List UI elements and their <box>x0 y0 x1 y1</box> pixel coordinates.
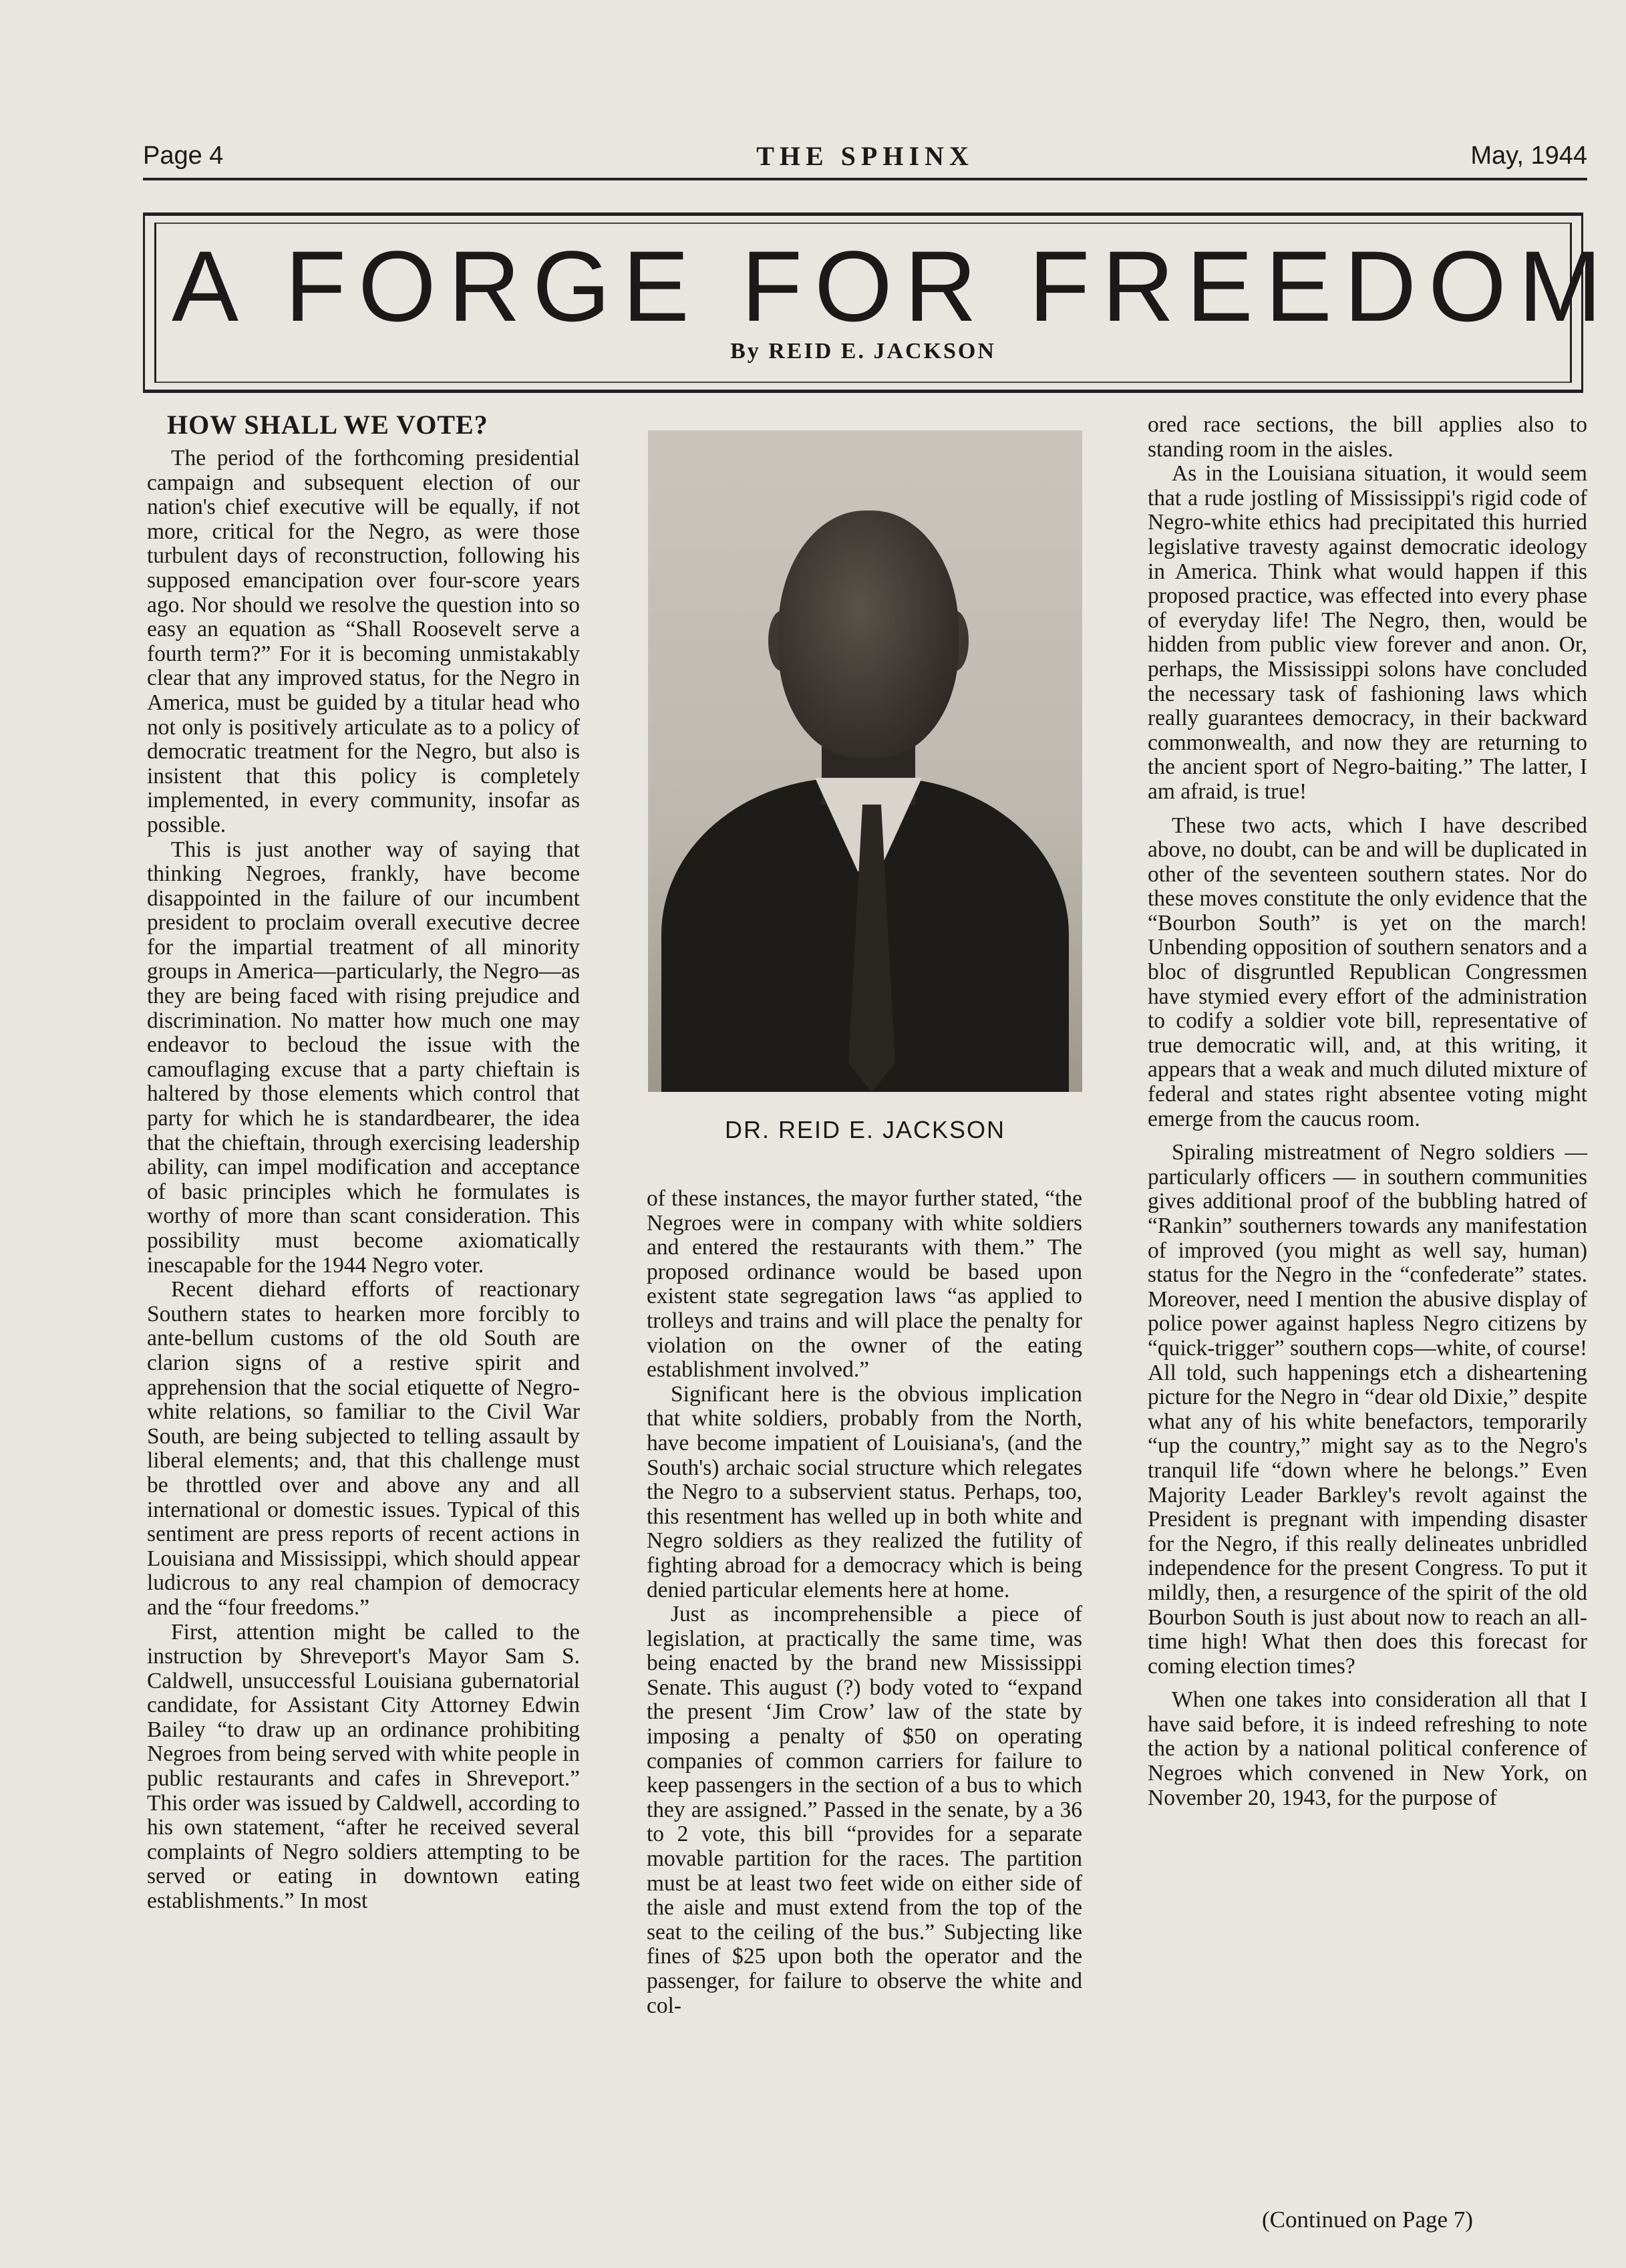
header-rule <box>143 178 1587 180</box>
author-portrait <box>648 430 1082 1092</box>
title-box <box>143 212 1614 393</box>
paragraph: This is just another way of saying that thinking Negroes, frankly, have become disappointed in the failure of our incumbent president to proclaim overall executive decree for the impartial treatment of all minority groups in America—particularly, the Negro—as they are being faced with rising prejudice and discrimination. No matter how much one may endeavor to becloud the issue with the camouflaging excuse that a party chieftain is haltered by those elements which control that party for which he is standardbearer, the idea that the chieftain, through exercising leadership ability, can impel modification and acceptance of basic principles which he formulates is worthy of more than scant consideration. This possibility must become axiomatically inescapable for the 1944 Negro voter. <box>147 837 580 1278</box>
paragraph: Recent diehard efforts of reactionary Southern states to hearken more forcibly to ante-bellum customs of the old South are clarion signs of a restive spirit and apprehension that the social etiquette of Negro-white relations, so familiar to the Civil War South, are being subjected to telling assault by liberal elements; and, that this challenge must be throttled over and above any and all international or domestic issues. Typical of this sentiment are press reports of recent actions in Louisiana and Mississippi, which should appear ludicrous to any real champion of democracy and the “four freedoms.” <box>147 1277 580 1620</box>
column-2 <box>647 1187 1082 2018</box>
paragraph: As in the Louisiana situation, it would seem that a rude jostling of Mississippi's rigid code of Negro-white ethics had precipitated this hurried legislative travesty against democratic ideology in America. Think what would happen if this proposed practice, was effected into every phase of everyday life! The Negro, then, would be hidden from public view forever and anon. Or, perhaps, the Mississippi solons have concluded the necessary task of fashioning laws which really guarantees democracy, in their backward commonwealth, and now they are returning to the ancient sport of Negro-baiting.” The latter, I am afraid, is true! <box>1148 461 1587 804</box>
paragraph: The period of the forthcoming presidential campaign and subsequent election of our nation's chief executive will be equally, if not more, critical for the Negro, as were those turbulent days of reconstruction, following his supposed emancipation over four-score years ago. Nor should we resolve the question into so easy an equation as “Shall Roosevelt serve a fourth term?” For it is becoming unmistakably clear that any improved status, for the Negro in America, must be guided by a titular head who not only is positively articulate as to a policy of democratic treatment for the Negro, but also is insistent that this policy is completely implemented, in every community, insofar as possible. <box>147 446 580 837</box>
paragraph: ored race sections, the bill applies also to standing room in the aisles. <box>1148 412 1587 462</box>
byline: By REID E. JACKSON <box>730 339 996 364</box>
column-1 <box>147 446 580 1914</box>
continued-note: (Continued on Page 7) <box>1262 2207 1473 2233</box>
section-heading: HOW SHALL WE VOTE? <box>167 410 488 440</box>
portrait-head <box>778 511 959 758</box>
paragraph: When one takes into consideration all that I have said before, it is indeed refreshing to note the action by a national political conference of Negroes which convened in New York, on November 20, 1943, for the purpose of <box>1148 1687 1587 1810</box>
column-3 <box>1148 413 1587 1810</box>
paragraph: of these instances, the mayor further stated, “the Negroes were in company with white soldiers and entered the restaurants with them.” The proposed ordinance would be based upon existent state segregation laws “as applied to trolleys and trains and will place the penalty for violation on the owner of the eating establishment involved.” <box>647 1186 1082 1383</box>
issue-date: May, 1944 <box>1470 142 1587 170</box>
photo-caption: DR. REID E. JACKSON <box>724 1116 1006 1143</box>
running-header <box>143 138 1587 178</box>
magazine-title: THE SPHINX <box>756 141 974 171</box>
paragraph: Just as incomprehensible a piece of legislation, at practically the same time, was being enacted by the brand new Mississippi Senate. This august (?) body voted to “expand the present ‘Jim Crow’ law of the state by imposing a penalty of $50 on operating companies of common carriers for failure to keep passengers in the section of a bus to which they are assigned.” Passed in the senate, by a 36 to 2 vote, this bill “provides for a separate movable partition for the races. The partition must be at least two feet wide on either side of the aisle and must extend from the top of the seat to the ceiling of the bus.” Subjecting like fines of $25 upon both the operator and the passenger, for failure to observe the white and col- <box>647 1602 1082 2018</box>
article-title: A FORGE FOR FREEDOM <box>172 230 1614 342</box>
paragraph: Spiraling mistreatment of Negro soldiers — particularly officers — in southern communities gives additional proof of the bubbling hatred of “Rankin” southerners towards any manifestation of improved (you might as well say, human) status for the Negro in the “confederate” states. Moreover, need I mention the abusive display of police power against hapless Negro citizens by “quick-trigger” southern cops—white, of course! All told, such happenings etch a disheartening picture for the Negro in “dear old Dixie,” despite what any of his white benefactors, temporarily “up the country,” might say as to the Negro's tranquil life “down where he belongs.” Even Majority Leader Barkley's revolt against the President is pregnant with impending disaster for the Negro, if this really delineates unbridled independence for the present Congress. To put it mildly, then, a resurgence of the spirit of the old Bourbon South is just about now to reach an all-time high! What then does this forecast for coming election times? <box>1148 1140 1587 1679</box>
paragraph: First, attention might be called to the instruction by Shreveport's Mayor Sam S. Caldwell, unsuccessful Louisiana gubernatorial candidate, for Assistant City Attorney Edwin Bailey “to draw up an ordinance prohibiting Negroes from being served with white people in public restaurants and cafes in Shreveport.” This order was issued by Caldwell, according to his own statement, “after he received several complaints of Negro soldiers attempting to be served or eating in downtown eating establishments.” In most <box>147 1619 580 1914</box>
paragraph: These two acts, which I have described above, no doubt, can be and will be duplicated in other of the seventeen southern states. Nor do these moves constitute the only evidence that the “Bourbon South” is yet on the march! Unbending opposition of southern senators and a bloc of disgruntled Republican Congressmen have stymied every effort of the administration to codify a soldier vote bill, representative of true democratic will, and, at this writing, it appears that a weak and much diluted mixture of federal and states right absentee voting might emerge from the caucus room. <box>1148 813 1587 1131</box>
page-number: Page 4 <box>143 142 224 170</box>
paragraph: Significant here is the obvious implication that white soldiers, probably from the North, have become impatient of Louisiana's, (and the South's) archaic social structure which relegates the Negro to a subservient status. Perhaps, too, this resentment has welled up in both white and Negro soldiers as they realized the futility of fighting abroad for a democracy which is being denied particular elements here at home. <box>647 1381 1082 1602</box>
